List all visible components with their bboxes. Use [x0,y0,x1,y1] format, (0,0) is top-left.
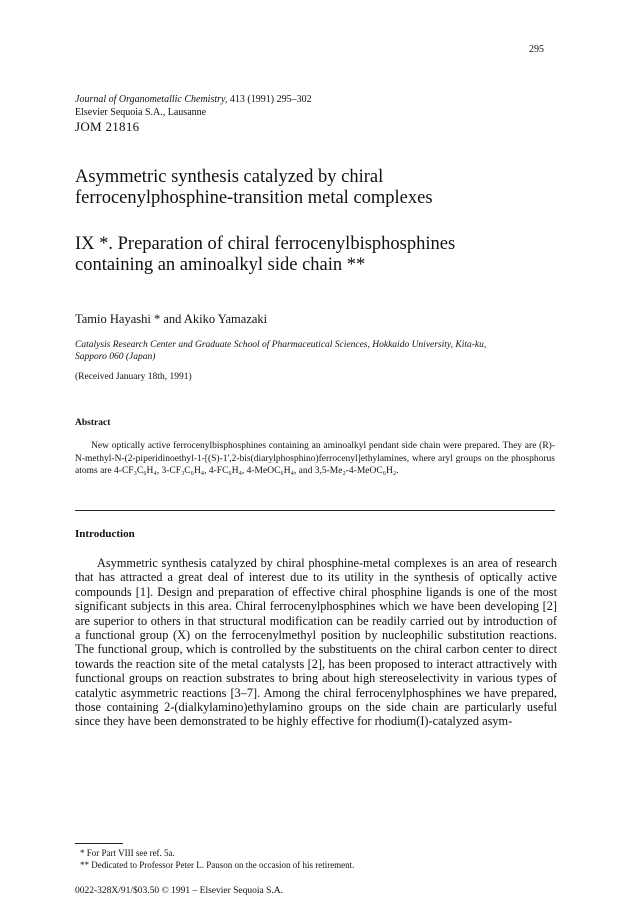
authors: Tamio Hayashi * and Akiko Yamazaki [75,312,268,326]
title-line: Asymmetric synthesis catalyzed by chiral [75,167,384,187]
received-date: (Received January 18th, 1991) [75,372,192,382]
page-number: 295 [529,44,544,55]
footnote: * For Part VIII see ref. 5a. [80,848,175,858]
publisher: Elsevier Sequoia S.A., Lausanne [75,107,207,118]
abstract-heading: Abstract [75,418,111,428]
title-line: containing an aminoalkyl side chain ** [75,255,366,275]
affiliation [75,339,555,363]
abstract-text: New optically active ferrocenylbisphosphines containing an aminoalkyl pendant side chain were prepared. They are (R)-N-methyl-N-(2-piperidinoethyl-1-[(S)-1',2-bis(diarylphosphino)ferrocenyl]ethylamines, where aryl groups on the phosphorus atoms are 4-CF₃C₆H₄, 3-CF₃C₆H₄, 4-FC₆H₄, 4-MeOC₆H₄, and 3,5-Me₂-4-MeOC₆H₂. [75,441,555,476]
title-line: IX *. Preparation of chiral ferrocenylbisphosphines [75,234,456,254]
copyright-line: 0022-328X/91/$03.50 © 1991 – Elsevier Sequoia S.A. [75,886,284,896]
title-main [75,234,555,276]
introduction-heading: Introduction [75,528,135,540]
article-code: JOM 21816 [75,119,140,134]
introduction-text: Asymmetric synthesis catalyzed by chiral phosphine-metal complexes is an area of research that has attracted a great deal of interest due to its utility in the synthesis of optically active compounds [1]. Design and preparation of effective chiral phosphine ligands is one of the most significant subjects in this area. Chiral ferrocenylphosphines which we have been developing [2] are superior to others in that structural modification can be readily carried out by introduction of a functional group (X) on the ferrocenylmethyl position by nucleophilic substitution reactions. The functional group, which is controlled by the substituents on the chiral carbon center to direct towards the reaction site of the metal catalysts [2], has been proposed to interact attractively with functional groups on reaction substrates to bring about high stereoselectivity in various types of catalytic asymmetric reactions [3–7]. Among the chiral ferrocenylphosphines we have prepared, those containing 2-(dialkylamino)ethylamino groups on the side chain are particularly useful since they have been demonstrated to be highly effective for rhodium(I)-catalyzed asym- [75,556,557,729]
affiliation-line: Catalysis Research Center and Graduate School of Pharmaceutical Sciences, Hokkaido University, Kita-ku, [75,340,487,350]
footnote: ** Dedicated to Professor Peter L. Pauson on the occasion of his retirement. [80,860,355,870]
journal-citation [75,94,312,106]
title-series [75,167,555,209]
journal-volume: 413 (1991) 295–302 [227,94,312,105]
affiliation-line: Sapporo 060 (Japan) [75,352,156,362]
title-line: ferrocenylphosphine-transition metal complexes [75,188,433,208]
section-divider [75,510,555,511]
journal-name: Journal of Organometallic Chemistry, [75,94,228,105]
footnote-divider [75,843,123,844]
